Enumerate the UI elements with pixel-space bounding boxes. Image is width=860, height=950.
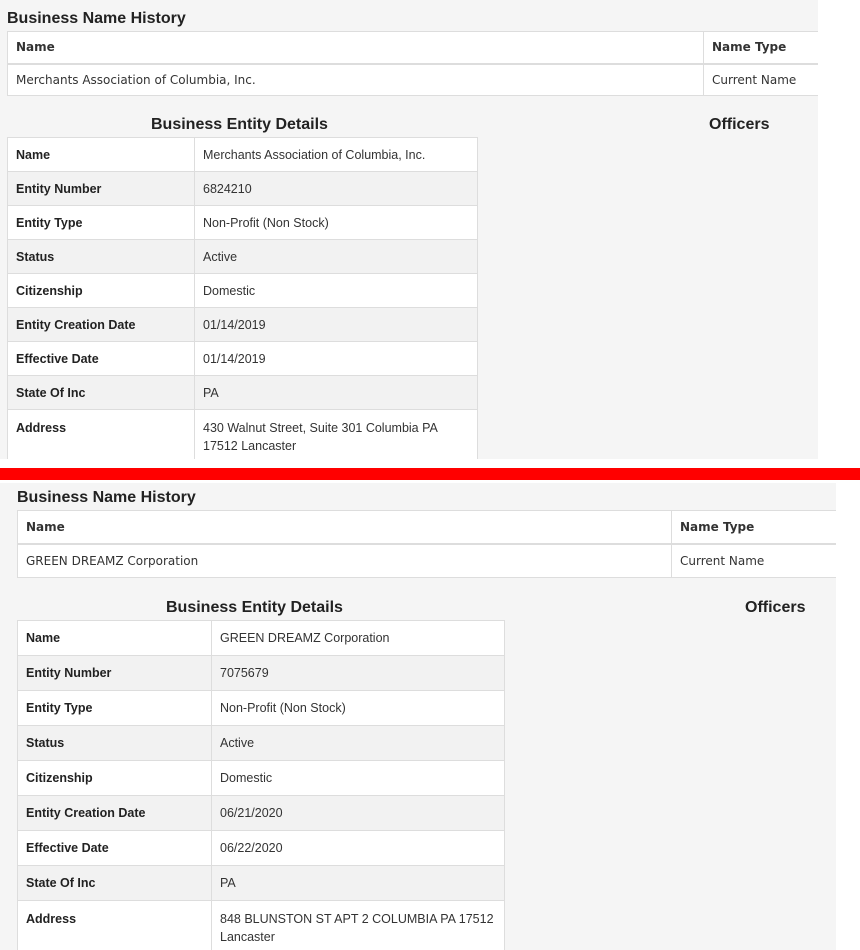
table-row xyxy=(8,64,819,96)
table-row xyxy=(18,761,505,796)
detail-label: Citizenship xyxy=(8,274,195,308)
entity-details-table xyxy=(7,137,478,459)
history-col-name: Name xyxy=(18,511,672,544)
name-history-table xyxy=(17,510,836,578)
table-row xyxy=(18,656,505,691)
detail-value: PA xyxy=(195,376,478,410)
detail-value: Active xyxy=(212,726,505,761)
detail-label: State Of Inc xyxy=(8,376,195,410)
detail-label: Entity Type xyxy=(8,206,195,240)
detail-label: Name xyxy=(18,621,212,656)
table-row xyxy=(18,691,505,726)
table-row xyxy=(8,206,478,240)
table-row xyxy=(18,866,505,901)
detail-value: 06/21/2020 xyxy=(212,796,505,831)
name-history-table xyxy=(7,31,818,96)
detail-label: Entity Number xyxy=(18,656,212,691)
history-col-name: Name xyxy=(8,32,704,64)
table-row xyxy=(8,308,478,342)
detail-value: 01/14/2019 xyxy=(195,342,478,376)
details-title: Business Entity Details xyxy=(151,116,328,133)
detail-value: Merchants Association of Columbia, Inc. xyxy=(195,138,478,172)
detail-value: 6824210 xyxy=(195,172,478,206)
history-header-row xyxy=(18,511,837,544)
detail-label: Effective Date xyxy=(8,342,195,376)
detail-label: Status xyxy=(18,726,212,761)
table-row xyxy=(8,240,478,274)
detail-value: Non-Profit (Non Stock) xyxy=(212,691,505,726)
detail-value: Domestic xyxy=(195,274,478,308)
table-row xyxy=(18,621,505,656)
detail-value: 7075679 xyxy=(212,656,505,691)
detail-label: Status xyxy=(8,240,195,274)
history-name-cell: GREEN DREAMZ Corporation xyxy=(18,544,672,578)
entity-panel-2 xyxy=(0,483,836,950)
detail-value: 01/14/2019 xyxy=(195,308,478,342)
table-row xyxy=(18,796,505,831)
history-header-row xyxy=(8,32,819,64)
table-row xyxy=(8,410,478,460)
detail-label: Citizenship xyxy=(18,761,212,796)
history-title: Business Name History xyxy=(7,10,186,27)
officers-title: Officers xyxy=(709,116,770,133)
history-type-cell: Current Name xyxy=(704,64,819,96)
history-type-cell: Current Name xyxy=(672,544,837,578)
table-row xyxy=(18,726,505,761)
detail-label: Name xyxy=(8,138,195,172)
detail-label: Address xyxy=(8,410,195,460)
detail-label: Effective Date xyxy=(18,831,212,866)
entity-details-table xyxy=(17,620,505,950)
officers-title: Officers xyxy=(745,599,806,616)
history-col-name-type: Name Type xyxy=(704,32,819,64)
table-row xyxy=(8,138,478,172)
table-row xyxy=(8,172,478,206)
red-divider xyxy=(0,468,860,480)
table-row xyxy=(18,831,505,866)
details-title: Business Entity Details xyxy=(166,599,343,616)
history-title: Business Name History xyxy=(17,489,196,506)
detail-value: 06/22/2020 xyxy=(212,831,505,866)
detail-value: Active xyxy=(195,240,478,274)
detail-label: Entity Creation Date xyxy=(18,796,212,831)
detail-label: State Of Inc xyxy=(18,866,212,901)
detail-value: Non-Profit (Non Stock) xyxy=(195,206,478,240)
detail-value: Domestic xyxy=(212,761,505,796)
table-row xyxy=(8,342,478,376)
table-row xyxy=(18,901,505,950)
table-row xyxy=(8,274,478,308)
detail-value: PA xyxy=(212,866,505,901)
detail-label: Entity Number xyxy=(8,172,195,206)
detail-value: 430 Walnut Street, Suite 301 Columbia PA 17512 Lancaster xyxy=(195,410,478,460)
detail-label: Address xyxy=(18,901,212,950)
detail-value: GREEN DREAMZ Corporation xyxy=(212,621,505,656)
table-row xyxy=(8,376,478,410)
entity-panel-1 xyxy=(0,0,818,459)
history-name-cell: Merchants Association of Columbia, Inc. xyxy=(8,64,704,96)
detail-label: Entity Type xyxy=(18,691,212,726)
history-col-name-type: Name Type xyxy=(672,511,837,544)
table-row xyxy=(18,544,837,578)
detail-value: 848 BLUNSTON ST APT 2 COLUMBIA PA 17512 Lancaster xyxy=(212,901,505,950)
detail-label: Entity Creation Date xyxy=(8,308,195,342)
